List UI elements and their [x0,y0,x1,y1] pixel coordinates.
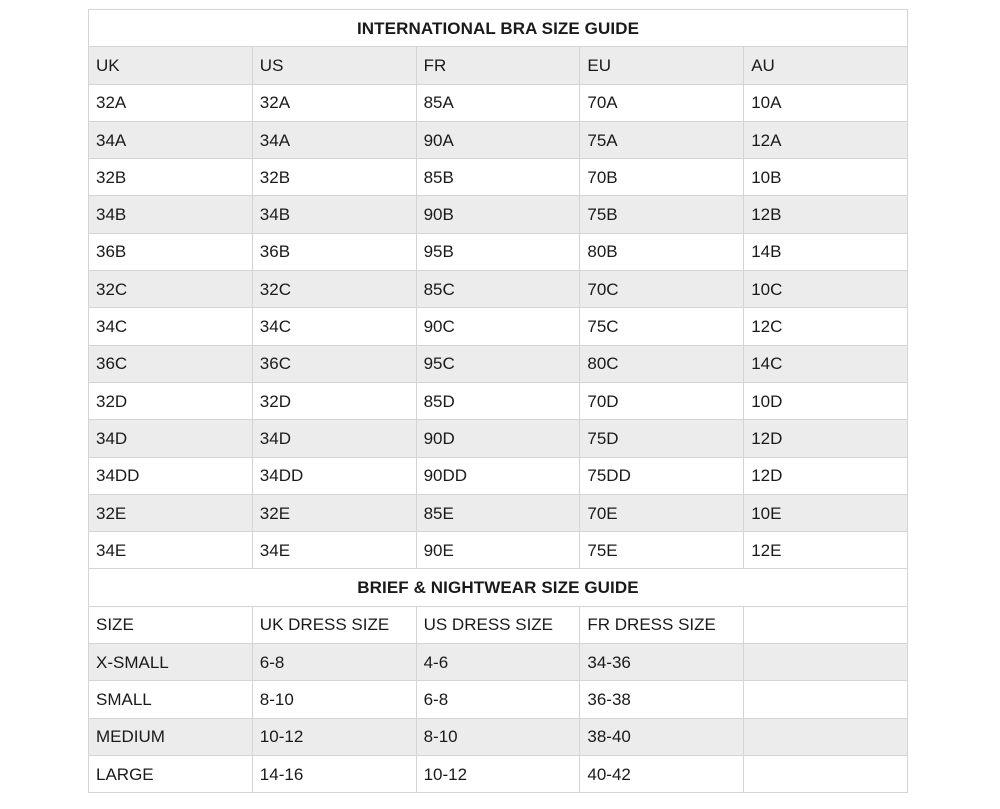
table-cell: 6-8 [252,644,416,681]
table-cell [744,718,908,755]
table-row [89,532,908,569]
table-cell: 85D [416,382,580,419]
table-cell [744,644,908,681]
table-cell: 34D [89,420,253,457]
brief-guide-title: BRIEF & NIGHTWEAR SIZE GUIDE [89,569,908,606]
table-cell: 34DD [252,457,416,494]
table-cell: 38-40 [580,718,744,755]
column-header: SIZE [89,606,253,643]
table-cell: 10D [744,382,908,419]
table-row [89,159,908,196]
table-cell: 90B [416,196,580,233]
table-row [89,718,908,755]
table-cell: 34C [252,308,416,345]
table-cell: 95C [416,345,580,382]
bra-guide-title: INTERNATIONAL BRA SIZE GUIDE [89,10,908,47]
table-cell: 32C [252,271,416,308]
table-cell: 32B [89,159,253,196]
table-cell: 34D [252,420,416,457]
table-cell: 36B [89,233,253,270]
table-cell: 14-16 [252,755,416,792]
table-cell: 34A [89,121,253,158]
bra-guide-header-row [89,47,908,84]
table-row [89,308,908,345]
table-cell: 90E [416,532,580,569]
table-cell: 40-42 [580,755,744,792]
column-header [744,606,908,643]
table-cell: 90D [416,420,580,457]
table-cell: 10-12 [252,718,416,755]
column-header: AU [744,47,908,84]
table-cell: 10E [744,494,908,531]
table-row [89,121,908,158]
table-cell: SMALL [89,681,253,718]
table-cell: 34E [252,532,416,569]
table-cell: 70A [580,84,744,121]
table-cell: 75B [580,196,744,233]
table-cell: 85A [416,84,580,121]
table-cell: 6-8 [416,681,580,718]
bra-guide-title-row [89,10,908,47]
table-cell: 10-12 [416,755,580,792]
table-cell: 12A [744,121,908,158]
table-cell: 10C [744,271,908,308]
table-row [89,345,908,382]
table-row [89,681,908,718]
table-cell: 95B [416,233,580,270]
column-header: EU [580,47,744,84]
table-cell: 32C [89,271,253,308]
table-cell: 36B [252,233,416,270]
table-cell: 10A [744,84,908,121]
table-cell: 70E [580,494,744,531]
table-cell: 36C [89,345,253,382]
table-cell: 75DD [580,457,744,494]
table-cell: 32A [252,84,416,121]
table-cell: 75A [580,121,744,158]
table-cell: 4-6 [416,644,580,681]
column-header: FR DRESS SIZE [580,606,744,643]
table-row [89,755,908,792]
table-cell: 34B [252,196,416,233]
table-row [89,420,908,457]
table-cell: 12C [744,308,908,345]
table-cell: 34E [89,532,253,569]
table-cell: 34-36 [580,644,744,681]
table-cell: 85B [416,159,580,196]
table-cell: 8-10 [252,681,416,718]
column-header: US [252,47,416,84]
table-cell: 90C [416,308,580,345]
table-cell: 90A [416,121,580,158]
brief-guide-header-row [89,606,908,643]
table-cell: 85E [416,494,580,531]
column-header: UK DRESS SIZE [252,606,416,643]
table-cell: 14C [744,345,908,382]
table-row [89,271,908,308]
table-cell: 12D [744,457,908,494]
table-row [89,494,908,531]
table-cell: 12E [744,532,908,569]
table-row [89,196,908,233]
table-cell [744,681,908,718]
table-row [89,644,908,681]
table-cell: 12B [744,196,908,233]
table-cell: 90DD [416,457,580,494]
table-cell: 75C [580,308,744,345]
table-cell: 70D [580,382,744,419]
column-header: UK [89,47,253,84]
table-cell: 70B [580,159,744,196]
table-cell: 8-10 [416,718,580,755]
table-cell: 34B [89,196,253,233]
table-row [89,382,908,419]
brief-guide-title-row [89,569,908,606]
table-cell: LARGE [89,755,253,792]
table-cell: 36C [252,345,416,382]
table-cell: 75D [580,420,744,457]
table-cell: 32D [252,382,416,419]
table-row [89,84,908,121]
size-guide-table [88,9,908,793]
table-cell: 32A [89,84,253,121]
table-cell: 32D [89,382,253,419]
table-cell: 32E [252,494,416,531]
column-header: US DRESS SIZE [416,606,580,643]
table-cell: 34C [89,308,253,345]
table-cell: 12D [744,420,908,457]
table-cell: 34DD [89,457,253,494]
table-cell: 32B [252,159,416,196]
table-cell: 75E [580,532,744,569]
table-cell: 32E [89,494,253,531]
table-cell: 14B [744,233,908,270]
table-cell: 80B [580,233,744,270]
table-cell: 36-38 [580,681,744,718]
table-cell [744,755,908,792]
table-cell: 85C [416,271,580,308]
column-header: FR [416,47,580,84]
table-cell: 34A [252,121,416,158]
table-row [89,233,908,270]
size-guide-body [89,10,908,793]
table-cell: 80C [580,345,744,382]
table-row [89,457,908,494]
table-cell: 10B [744,159,908,196]
table-cell: MEDIUM [89,718,253,755]
table-cell: X-SMALL [89,644,253,681]
table-cell: 70C [580,271,744,308]
